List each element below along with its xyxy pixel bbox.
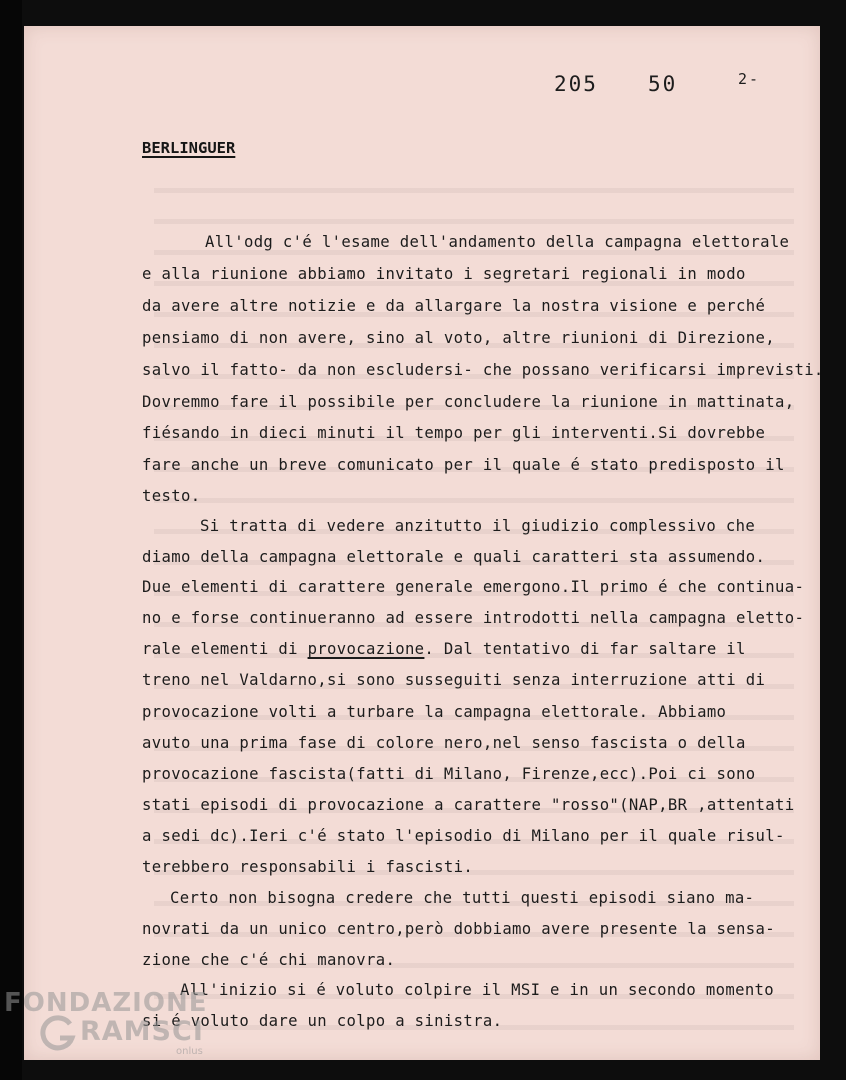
body-line: e alla riunione abbiamo invitato i segretari regionali in modo [142, 265, 746, 283]
body-line: da avere altre notizie e da allargare la nostra visione e perché [142, 297, 766, 315]
body-line: fiésando in dieci minuti il tempo per gli interventi.Si dovrebbe [142, 424, 766, 442]
body-line: pensiamo di non avere, sino al voto, altre riunioni di Direzione, [142, 329, 775, 347]
watermark-g-icon [38, 1014, 78, 1054]
body-line-end: . Dal tentativo di far saltare il [424, 640, 746, 658]
body-line: novrati da un unico centro,però dobbiamo avere presente la sensa- [142, 920, 775, 938]
body-line: testo. [142, 487, 201, 505]
body-line: Certo non bisogna credere che tutti questi episodi siano ma- [170, 889, 755, 907]
archive-watermark-line3: onlus [176, 1046, 203, 1057]
body-line: provocazione fascista(fatti di Milano, Firenze,ecc).Poi ci sono [142, 765, 756, 783]
body-line: provocazione volti a turbare la campagna elettorale. Abbiamo [142, 703, 727, 721]
body-line-start: rale elementi di [142, 640, 308, 658]
body-line-with-emphasis [142, 639, 746, 659]
page-number-a: 205 [554, 72, 598, 96]
body-line: Due elementi di carattere generale emergono.Il primo é che continua- [142, 578, 805, 596]
body-line: avuto una prima fase di colore nero,nel senso fascista o della [142, 734, 746, 752]
body-line: treno nel Valdarno,si sono susseguiti senza interruzione atti di [142, 671, 766, 689]
body-line: salvo il fatto- da non escludersi- che possano verificarsi imprevisti. [142, 361, 824, 379]
page-number-c: 2- [738, 70, 761, 88]
body-line: diamo della campagna elettorale e quali caratteri sta assumendo. [142, 548, 766, 566]
body-line: si é voluto dare un colpo a sinistra. [142, 1012, 503, 1030]
body-line: All'inizio si é voluto colpire il MSI e in un secondo momento [180, 981, 775, 999]
body-line: Dovremmo fare il possibile per concludere la riunione in mattinata, [142, 393, 795, 411]
body-line: zione che c'é chi manovra. [142, 951, 396, 969]
underlined-term: provocazione [307, 640, 425, 658]
body-line: a sedi dc).Ieri c'é stato l'episodio di Milano per il quale risul- [142, 827, 785, 845]
body-line: terebbero responsabili i fascisti. [142, 858, 474, 876]
archive-watermark-line2: RAMSCI [80, 1016, 204, 1047]
body-line: stati episodi di provocazione a carattere "rosso"(NAP,BR ,attentati [142, 796, 795, 814]
body-line: fare anche un breve comunicato per il quale é stato predisposto il [142, 456, 785, 474]
body-line: no e forse continueranno ad essere introdotti nella campagna eletto- [142, 609, 805, 627]
body-line: All'odg c'é l'esame dell'andamento della campagna elettorale [205, 233, 790, 251]
page-number-b: 50 [648, 72, 678, 96]
body-line: Si tratta di vedere anzitutto il giudizio complessivo che [200, 517, 756, 535]
speaker-heading: BERLINGUER [142, 139, 236, 157]
archive-watermark-line1: FONDAZIONE [4, 988, 208, 1018]
